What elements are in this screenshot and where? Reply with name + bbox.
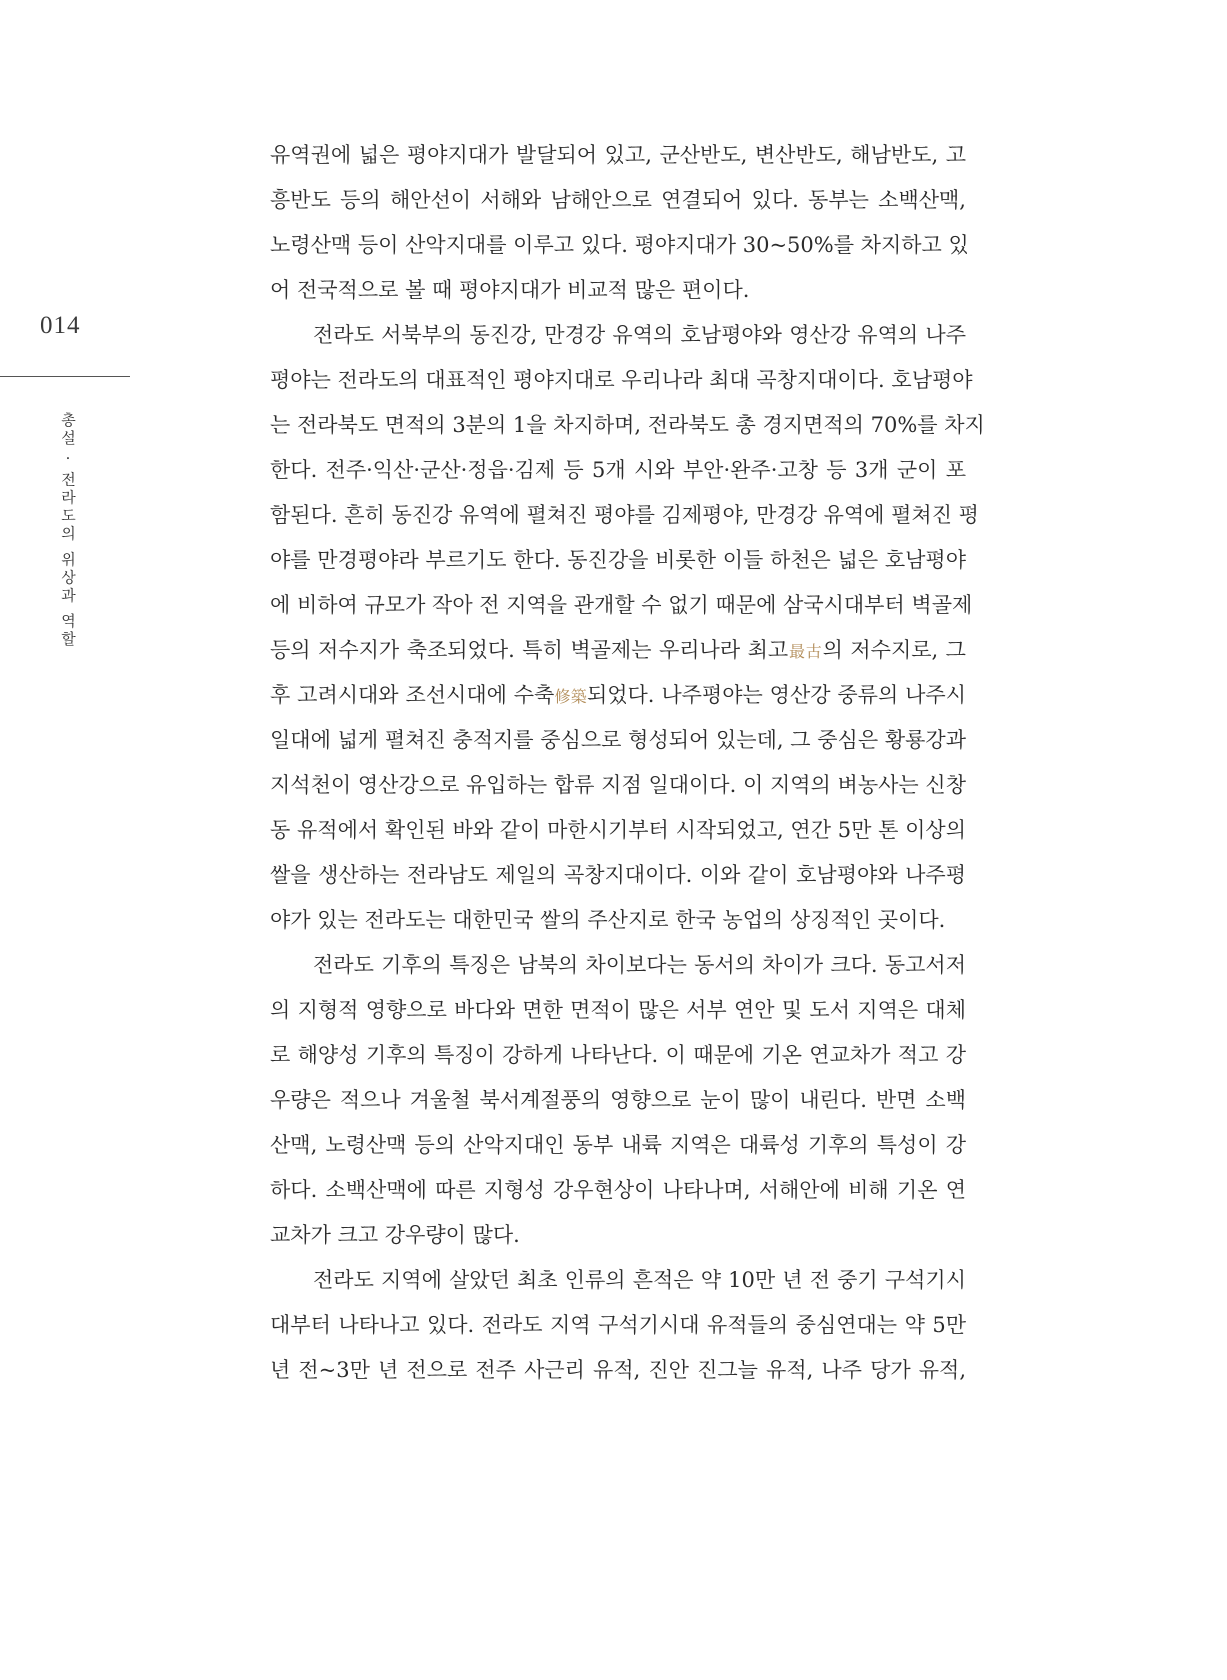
hanja-annotation: 修築	[554, 687, 587, 706]
text-line: 한다. 전주·익산·군산·정읍·김제 등 5개 시와 부안·완주·고창 등 3개 군이 포	[270, 458, 966, 482]
text-line: 일대에 넓게 펼쳐진 충적지를 중심으로 형성되어 있는데, 그 중심은 황룡강과	[270, 728, 966, 752]
text-line: 흥반도 등의 해안선이 서해와 남해안으로 연결되어 있다. 동부는 소백산맥,	[270, 188, 966, 212]
paragraph	[270, 943, 966, 1258]
hanja-annotation: 最古	[788, 642, 823, 661]
text-line: 야를 만경평야라 부르기도 한다. 동진강을 비롯한 이들 하천은 넓은 호남평야	[270, 548, 966, 572]
text-line: 의 지형적 영향으로 바다와 면한 면적이 많은 서부 연안 및 도서 지역은 대체	[270, 998, 966, 1022]
text-line: 함된다. 흔히 동진강 유역에 펼쳐진 평야를 김제평야, 만경강 유역에 펼쳐진 평	[270, 503, 979, 527]
text-line: 유역권에 넓은 평야지대가 발달되어 있고, 군산반도, 변산반도, 해남반도, 고	[270, 143, 966, 167]
text-line	[270, 628, 966, 673]
body-text	[270, 133, 985, 1393]
text-segment: 후 고려시대와 조선시대에 수축	[270, 683, 555, 707]
margin-divider	[0, 376, 130, 377]
text-line: 산맥, 노령산맥 등의 산악지대인 동부 내륙 지역은 대륙성 기후의 특성이 강	[270, 1133, 966, 1157]
paragraph	[270, 133, 969, 313]
text-line: 전라도 서북부의 동진강, 만경강 유역의 호남평야와 영산강 유역의 나주	[313, 323, 966, 347]
text-line: 에 비하여 규모가 작아 전 지역을 관개할 수 없기 때문에 삼국시대부터 벽골제	[270, 593, 973, 617]
text-segment: 등의 저수지가 축조되었다. 특히 벽골제는 우리나라 최고	[270, 638, 789, 662]
text-segment: 되었다. 나주평야는 영산강 중류의 나주시	[586, 683, 966, 707]
text-line: 지석천이 영산강으로 유입하는 합류 지점 일대이다. 이 지역의 벼농사는 신창	[270, 773, 966, 797]
text-line: 교차가 크고 강우량이 많다.	[270, 1223, 520, 1247]
text-line: 동 유적에서 확인된 바와 같이 마한시기부터 시작되었고, 연간 5만 톤 이상의	[270, 818, 966, 842]
text-line: 는 전라북도 면적의 3분의 1을 차지하며, 전라북도 총 경지면적의 70%를 차지	[270, 413, 985, 437]
text-line: 어 전국적으로 볼 때 평야지대가 비교적 많은 편이다.	[270, 278, 750, 302]
text-line: 평야는 전라도의 대표적인 평야지대로 우리나라 최대 곡창지대이다. 호남평야	[270, 368, 973, 392]
text-line: 년 전~3만 년 전으로 전주 사근리 유적, 진안 진그늘 유적, 나주 당가 유적,	[270, 1358, 966, 1382]
text-line: 로 해양성 기후의 특징이 강하게 나타난다. 이 때문에 기온 연교차가 적고 강	[270, 1043, 966, 1067]
text-line: 대부터 나타나고 있다. 전라도 지역 구석기시대 유적들의 중심연대는 약 5만	[270, 1313, 966, 1337]
text-line: 하다. 소백산맥에 따른 지형성 강우현상이 나타나며, 서해안에 비해 기온 연	[270, 1178, 966, 1202]
text-line: 쌀을 생산하는 전라남도 제일의 곡창지대이다. 이와 같이 호남평야와 나주평	[270, 863, 966, 887]
paragraph	[270, 313, 985, 943]
running-section-title: 총설 · 전라도의 위상과 역할	[59, 412, 77, 649]
text-line: 야가 있는 전라도는 대한민국 쌀의 주산지로 한국 농업의 상징적인 곳이다.	[270, 908, 946, 932]
text-line: 전라도 기후의 특징은 남북의 차이보다는 동서의 차이가 크다. 동고서저	[313, 953, 966, 977]
text-line: 노령산맥 등이 산악지대를 이루고 있다. 평야지대가 30~50%를 차지하고 있	[270, 233, 969, 257]
text-line: 전라도 지역에 살았던 최초 인류의 흔적은 약 10만 년 전 중기 구석기시	[313, 1268, 966, 1292]
text-line	[270, 673, 966, 718]
paragraph	[270, 1258, 966, 1393]
text-line: 우량은 적으나 겨울철 북서계절풍의 영향으로 눈이 많이 내린다. 반면 소백	[270, 1088, 966, 1112]
page-number: 014	[40, 312, 81, 339]
text-segment: 의 저수지로, 그	[822, 638, 966, 662]
